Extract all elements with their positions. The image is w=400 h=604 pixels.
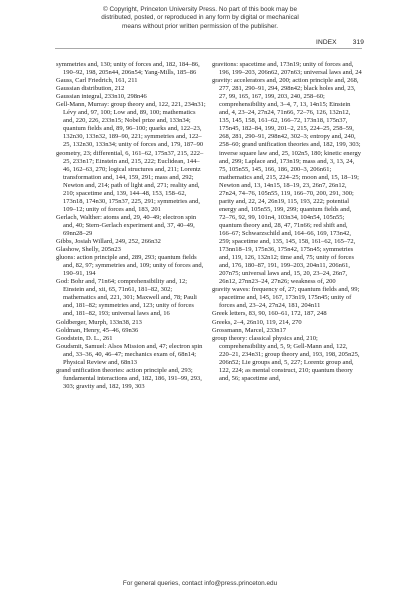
index-entry: Greeks, 2–4, 26n10, 119, 214, 270 <box>212 318 302 326</box>
copyright-line-3: means without prior written permission of the publisher. <box>122 22 278 30</box>
index-entry: group theory: classical physics and, 210; comprehensibility and, 5, 9; Gell-Mann and, 122, 220–21, 234n31; group theory and, 193, 198, 205n25, 206n52; Lie groups and, 5, 227; Lorentz group and, 122, 224; as mental construct, 210; quantum theory and, 56; spacetime and, <box>212 334 360 382</box>
copyright-line-1: © Copyright, Princeton University Press. No part of this book may be <box>102 6 298 13</box>
index-entry: Gaussian distribution, 212 <box>56 85 125 93</box>
index-entry: Goldman, Henry, 45–46, 69n36 <box>56 326 139 334</box>
index-entry: geometry, 23; differential, 6, 161–62, 175n37, 215, 222–25, 233n17; Einstein and, 215, 222; Euclidean, 144–46, 162–63, 270; logical structures and, 211; Lorentz transformation and, 144, 159, 291; mass and, 292; Newton and, 214; path of light and, 271; reality and, 210; spacetime and, 139, 144–48, 153, 158–62, 173n18, 174n30, 175n37, 225, 291; symmetries and, 109–12; unity of forces and, 183, 201 <box>56 149 204 213</box>
copyright-line-2: distributed, posted, or reproduced in any form by digital or mechanical <box>101 14 299 22</box>
index-entry: Glashow, Shelly, 205n23 <box>56 246 121 254</box>
index-entry: Grossmann, Marcel, 233n17 <box>212 326 287 334</box>
index-entry: God: Bohr and, 71n64; comprehensibility and, 12; Einstein and, xii, 65, 71n61, 181–82, 302; mathematics and, 221, 301; Maxwell and, 78; Pauli and, 181–82; symmetries and, 123; unity of forces and, 181–82, 193; universal laws and, 16 <box>56 278 197 318</box>
index-column-right <box>212 61 362 383</box>
index-entry: Gibbs, Josiah Willard, 249, 252, 266n32 <box>56 238 161 246</box>
index-entry: Greek letters, 83, 90, 160–61, 172, 187, 248 <box>212 310 327 318</box>
index-entry: symmetries and, 130; unity of forces and, 182, 184–86, 190–92, 198, 205n44, 206n54; Yang-Mills, 185–86 <box>56 61 200 77</box>
index-entry: Goudsmit, Samuel: Alsos Mission and, 47; electron spin and, 33–36, 40, 46–47; mechanics exam of, 68n14; Physical Review and, 68n13 <box>56 342 203 366</box>
copyright-notice <box>0 6 400 31</box>
section-title: INDEX <box>316 39 337 46</box>
header-rule <box>55 48 362 49</box>
footer-contact: For general queries, contact info@press.princeton.edu <box>122 580 278 587</box>
index-entry: Gell-Mann, Murray: group theory and, 122, 221, 234n31; Lévy and, 97, 100; Low and, 89, 100; mathematics and, 220, 226, 233n15; Nobel prize and, 133n34; quantum fields and, 89, 96–100; quarks and, 122–23, 132n30, 133n32, 189–90, 221; symmetries and, 122–25, 132n30, 133n34; unity of forces and, 179, 187–90 <box>56 101 206 149</box>
index-entry: gravity: accelerators and, 200; action principle and, 268, 277, 281, 290–91, 294, 298n42; black holes and, 23, 27, 99, 165, 167, 199, 203, 240, 258–60; comprehensibility and, 3–4, 7, 13, 14n15; Einstein and, 4, 23–24, 27n24, 71n66, 72–76, 126, 132n12, 135, 145, 158, 161–62, 166–72, 173n18, 175n37, 175n45, 182–84, 199, 201–2, 215, 224–25, 258–59, 268, 281, 290–91, 298n42, 302–3; entropy and, 240, 258–60; grand unification theories and, 182, 199, 303; inverse square law and, 25, 102n5, 180; kinetic energy and, 299; Laplace and, 173n19; mass and, 3, 13, 24, 75, 105n55, 145, 166, 186, 200–3, 206n61; mathematics and, 215, 224–25; moon and, 15, 18–19; Newton and, 13, 14n15, 18–19, 23, 26n7, 26n12, 27n24, 74–76, 105n55, 119, 166–70, 200, 291, 300; parity and, 22, 24, 26n19, 115, 193, 222; potential energy and, 105n55, 199, 299; quantum fields and, 72–76, 92, 99, 101n4, 103n34, 104n54, 105n55; quantum theory and, 28, 47, 71n66; red shift and, 166–67; Schwarzschild and, 164–66, 169, 173n42, 259; spacetime and, 135, 145, 158, 161–62, 165–72, 173nn18–19, 175n36, 175n42, 175n45; symmetries and, 119, 126, 132n12; time and, 75; unity of forces and, 176, 180–87, 191, 199–203, 204n11, 206n61, 207n75; universal laws and, 15, 20, 23–24, 26n7, 26n12, 27nn23–24, 27n26; weakness of, 200 <box>212 77 361 286</box>
index-entry: Goldberger, Murph, 133n38, 213 <box>56 318 142 326</box>
index-entry: gravitons: spacetime and, 173n19; unity of forces and, 196, 199–203, 206n62, 207n63; universal laws and, 24 <box>212 61 362 77</box>
index-column-left <box>56 61 206 391</box>
index-entry: Gerlach, Walther: atoms and, 29, 40–49; electron spin and, 40; Stern-Gerlach experiment and, 37, 40–49, 69nn28–29 <box>56 213 197 237</box>
index-entry: Gaussian integral, 233n10, 298n46 <box>56 93 147 101</box>
page-number: 319 <box>352 39 364 46</box>
index-entry: Goodstein, D. L., 261 <box>56 334 113 342</box>
index-entry: gluons: action principle and, 289, 293; quantum fields and, 82, 97; symmetries and, 109; unity of forces and, 190–91, 194 <box>56 254 204 278</box>
running-header <box>300 39 364 46</box>
index-entry: Gauss, Carl Friedrich, 161, 211 <box>56 77 138 85</box>
index-entry: gravity waves: frequency of, 27; quantum fields and, 99; spacetime and, 145, 167, 173n19, 175n45; unity of forces and, 23–24, 27n24, 181, 204n11 <box>212 286 360 310</box>
index-entry: grand unification theories: action principle and, 293; fundamental interactions and, 182, 186, 191–99, 293, 303; gravity and, 182, 199, 303 <box>56 366 202 390</box>
